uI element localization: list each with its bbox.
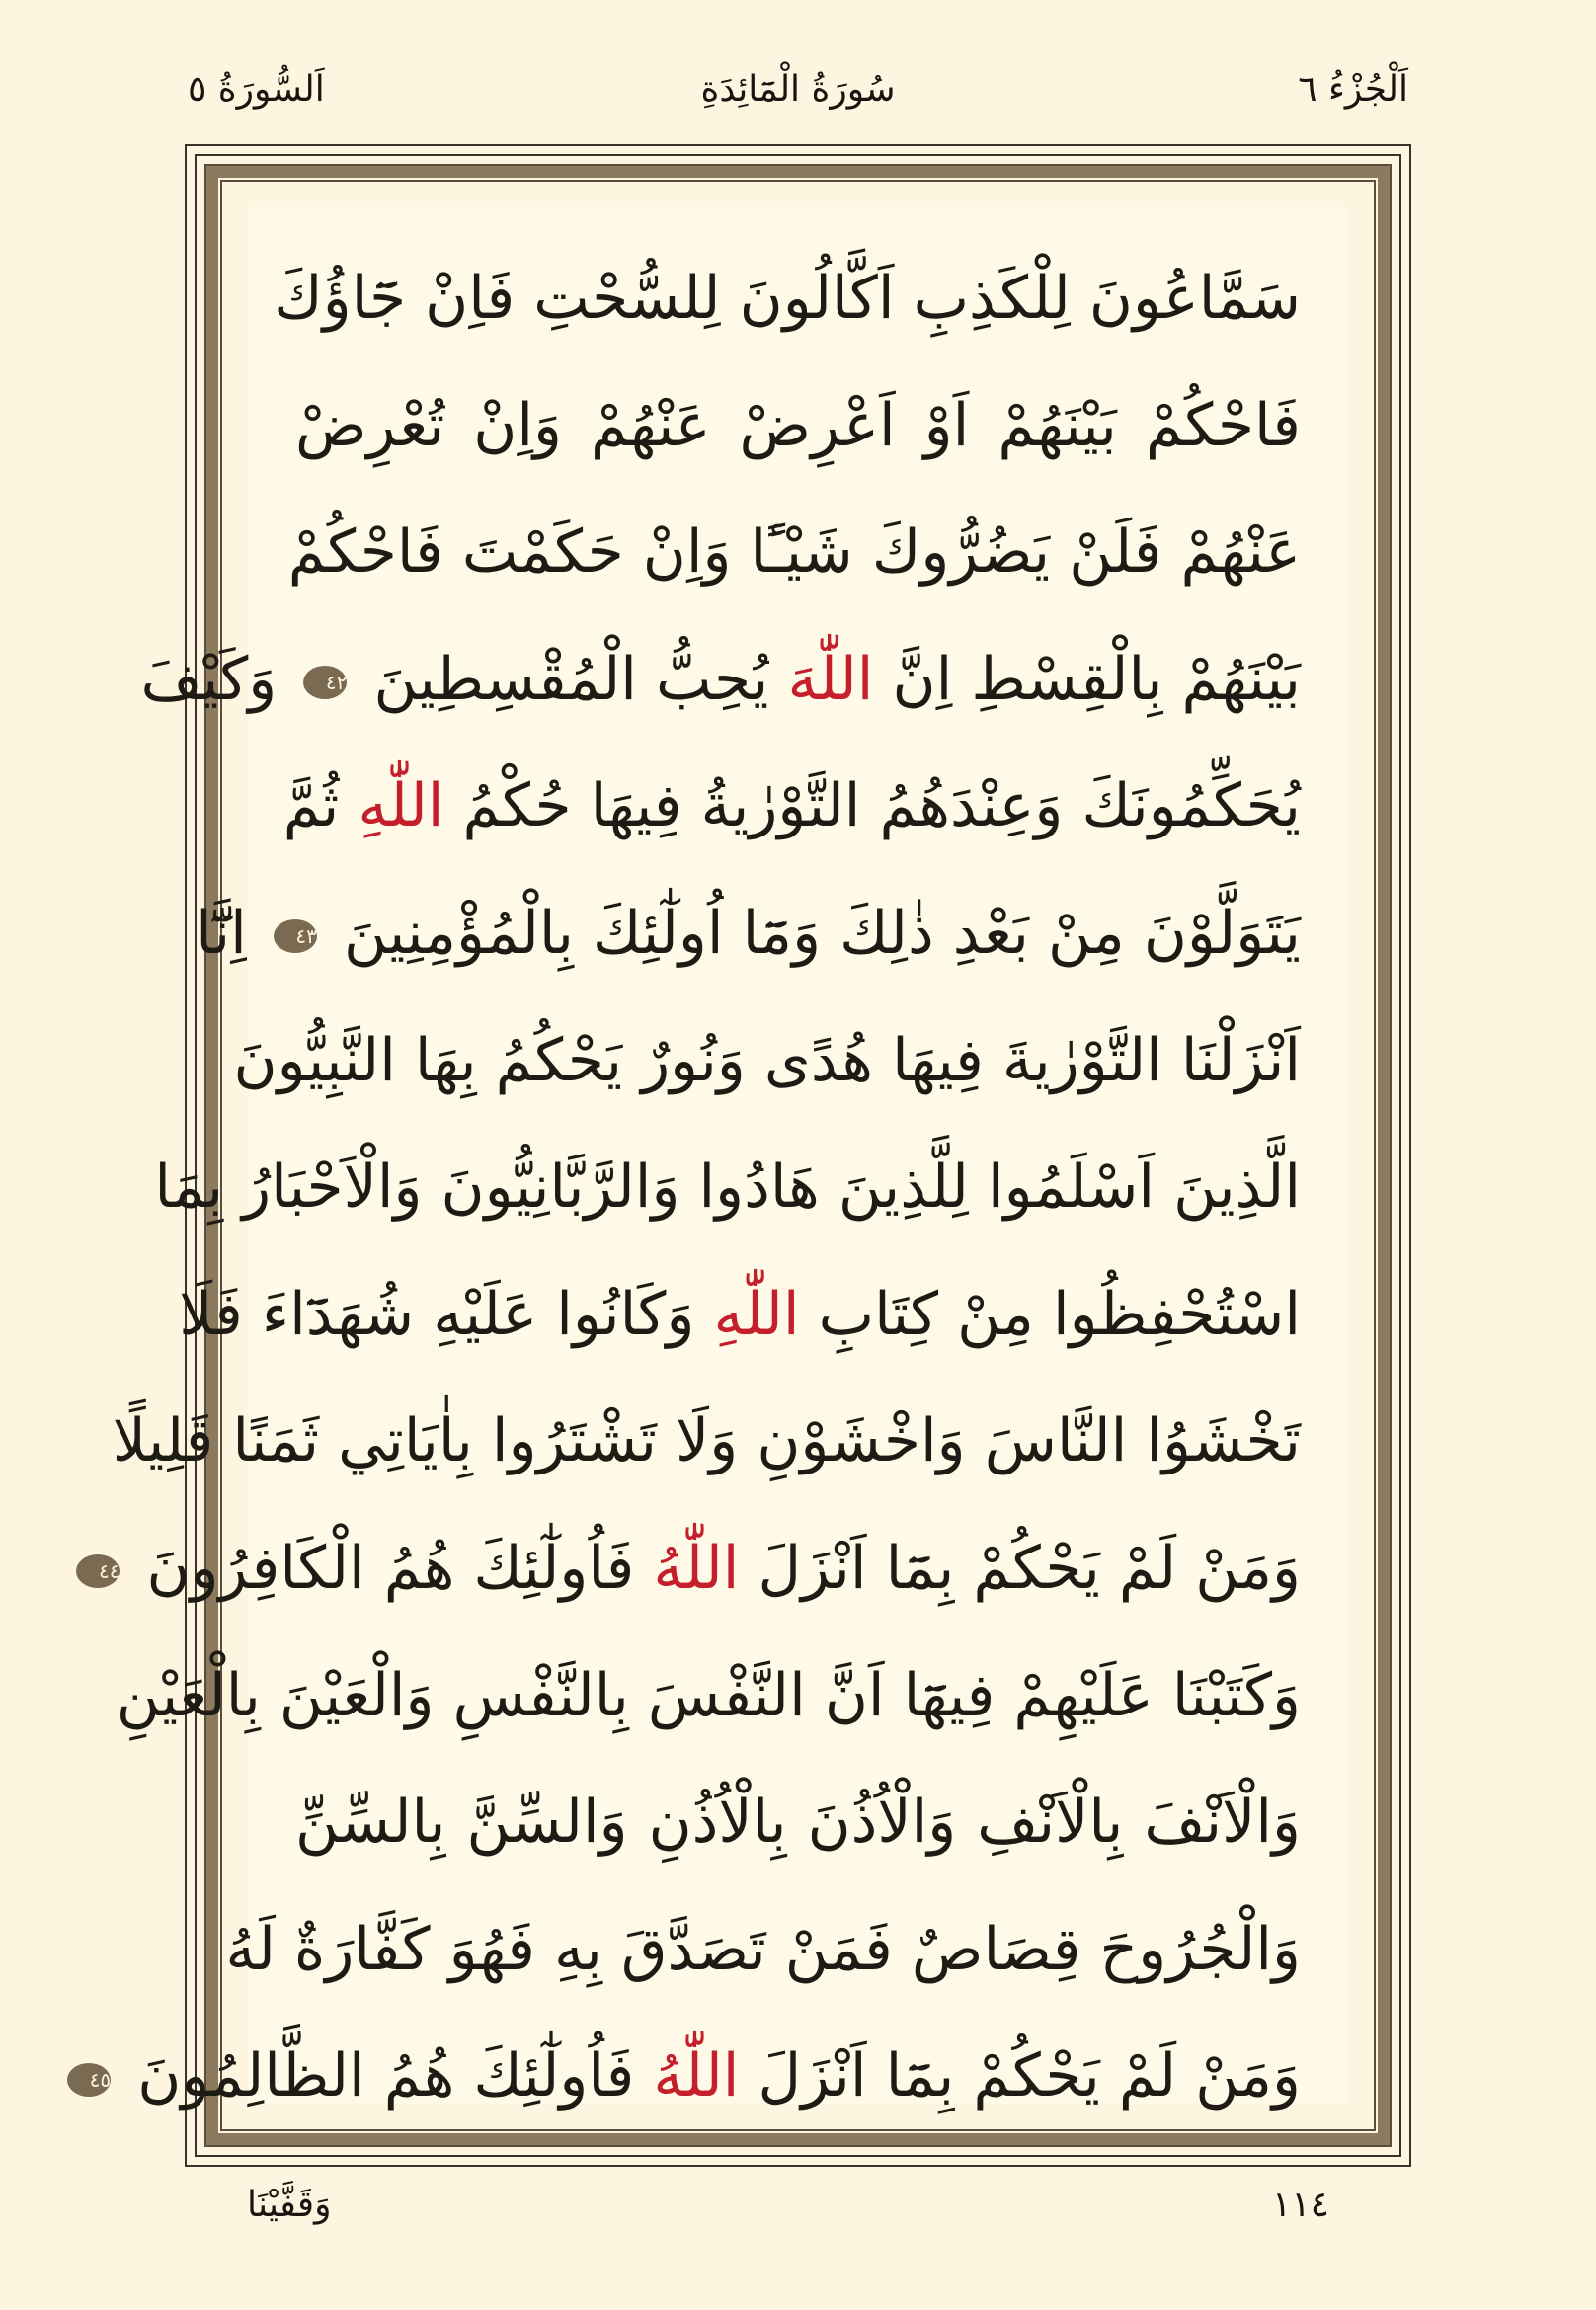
verse-line <box>282 743 1301 870</box>
verse-line <box>89 2013 1301 2140</box>
ayah-number-marker: ٤٤ <box>76 1554 120 1588</box>
verse-line <box>140 616 1301 744</box>
verse-line <box>98 1505 1301 1633</box>
divine-name: اللّٰهَ <box>787 644 874 714</box>
verse-line <box>112 1378 1301 1505</box>
verse-line <box>196 870 1301 997</box>
verse-line <box>287 489 1301 616</box>
verse-text: سَمَّاعُونَ لِلْكَذِبِ اَكَّالُونَ لِلسُّحْتِ فَاِنْ جَٓاؤُكَ <box>274 264 1301 333</box>
verse-line <box>116 1633 1301 1760</box>
divine-name: اللّٰهِ <box>358 771 444 841</box>
verse-text: وَكَيْفَ <box>140 644 278 714</box>
verse-text: عَنْهُمْ فَلَنْ يَضُرُّوكَ شَيْـًٔا وَاِنْ حَكَمْتَ فَاحْكُمْ <box>287 518 1301 588</box>
verse-line <box>295 1759 1301 1886</box>
surah-title: سُورَةُ الْمَٓائِدَةِ <box>700 69 896 110</box>
page-number: ١١٤ <box>1271 2185 1329 2225</box>
verse-text: وَمَنْ لَمْ يَحْكُمْ بِمَٓا اَنْزَلَ <box>758 2041 1301 2111</box>
ayah-number-marker: ٤٥ <box>67 2063 111 2097</box>
verse-text: اسْتُحْفِظُوا مِنْ كِتَابِ <box>818 1279 1301 1349</box>
verse-text: الَّذِينَ اَسْلَمُوا لِلَّذِينَ هَادُوا وَالرَّبَّانِيُّونَ وَالْاَحْبَارُ بِمَا <box>154 1153 1301 1223</box>
verse-text: تَخْشَوُا النَّاسَ وَاخْشَوْنِ وَلَا تَشْتَرُوا بِاٰيَاتِي ثَمَنًا قَلِيلًا <box>112 1406 1301 1476</box>
ayah-number-marker: ٤٢ <box>303 666 347 699</box>
verse-lines <box>89 235 1301 2111</box>
page-frame <box>89 144 1411 2167</box>
verse-line <box>233 997 1301 1125</box>
surah-number-label: اَلسُّورَةُ ٥ <box>188 69 325 110</box>
divine-name: اللّٰهُ <box>653 2041 740 2111</box>
verse-line <box>225 1886 1301 2014</box>
verse-text: بَيْنَهُمْ بِالْقِسْطِ اِنَّ <box>892 644 1301 714</box>
verse-line <box>274 235 1301 362</box>
verse-line <box>154 1124 1301 1251</box>
verse-text: وَمَنْ لَمْ يَحْكُمْ بِمَٓا اَنْزَلَ <box>758 1533 1301 1603</box>
verse-text: يُحَكِّمُونَكَ وَعِنْدَهُمُ التَّوْرٰيةُ فِيهَا حُكْمُ <box>462 771 1301 841</box>
ayah-number-marker: ٤٣ <box>274 919 317 953</box>
catchword: وَقَفَّيْنَا <box>247 2185 332 2225</box>
juz-label: اَلْجُزْءُ ٦ <box>1298 69 1408 110</box>
verse-text: فَاُولٰٓئِكَ هُمُ الْكَافِرُونَ <box>146 1533 635 1603</box>
verse-text: اِنَّٓا <box>196 898 247 968</box>
page-footer <box>188 2185 1408 2244</box>
divine-name: اللّٰهِ <box>713 1279 800 1349</box>
verse-text: اَنْزَلْنَا التَّوْرٰيةَ فِيهَا هُدًى وَنُورٌ يَحْكُمُ بِهَا النَّبِيُّونَ <box>233 1025 1301 1095</box>
verse-text: يُحِبُّ الْمُقْسِطِينَ <box>373 644 769 714</box>
verse-line <box>179 1251 1301 1379</box>
verse-text: يَتَوَلَّوْنَ مِنْ بَعْدِ ذٰلِكَ وَمَٓا اُولٰٓئِكَ بِالْمُؤْمِنِينَ <box>343 898 1301 968</box>
verse-text: وَالْاَنْفَ بِالْاَنْفِ وَالْاُذُنَ بِالْاُذُنِ وَالسِّنَّ بِالسِّنِّ <box>295 1788 1301 1858</box>
verse-text: فَاُولٰٓئِكَ هُمُ الظَّالِمُونَ <box>137 2041 635 2111</box>
verse-line <box>295 362 1301 490</box>
divine-name: اللّٰهُ <box>653 1533 740 1603</box>
verse-text: ثُمَّ <box>282 771 340 841</box>
verse-text: وَالْجُرُوحَ قِصَاصٌ فَمَنْ تَصَدَّقَ بِهِ فَهُوَ كَفَّارَةٌ لَهُ <box>225 1914 1301 1984</box>
verse-text: فَاحْكُمْ بَيْنَهُمْ اَوْ اَعْرِضْ عَنْهُمْ وَاِنْ تُعْرِضْ <box>295 390 1301 460</box>
verse-text: وَكَانُوا عَلَيْهِ شُهَدَٓاءَ فَلَا <box>179 1279 695 1349</box>
page-header <box>188 69 1408 128</box>
text-panel <box>89 207 1348 2111</box>
verse-text: وَكَتَبْنَا عَلَيْهِمْ فِيهَٓا اَنَّ النَّفْسَ بِالنَّفْسِ وَالْعَيْنَ بِالْعَيْنِ <box>116 1660 1301 1730</box>
